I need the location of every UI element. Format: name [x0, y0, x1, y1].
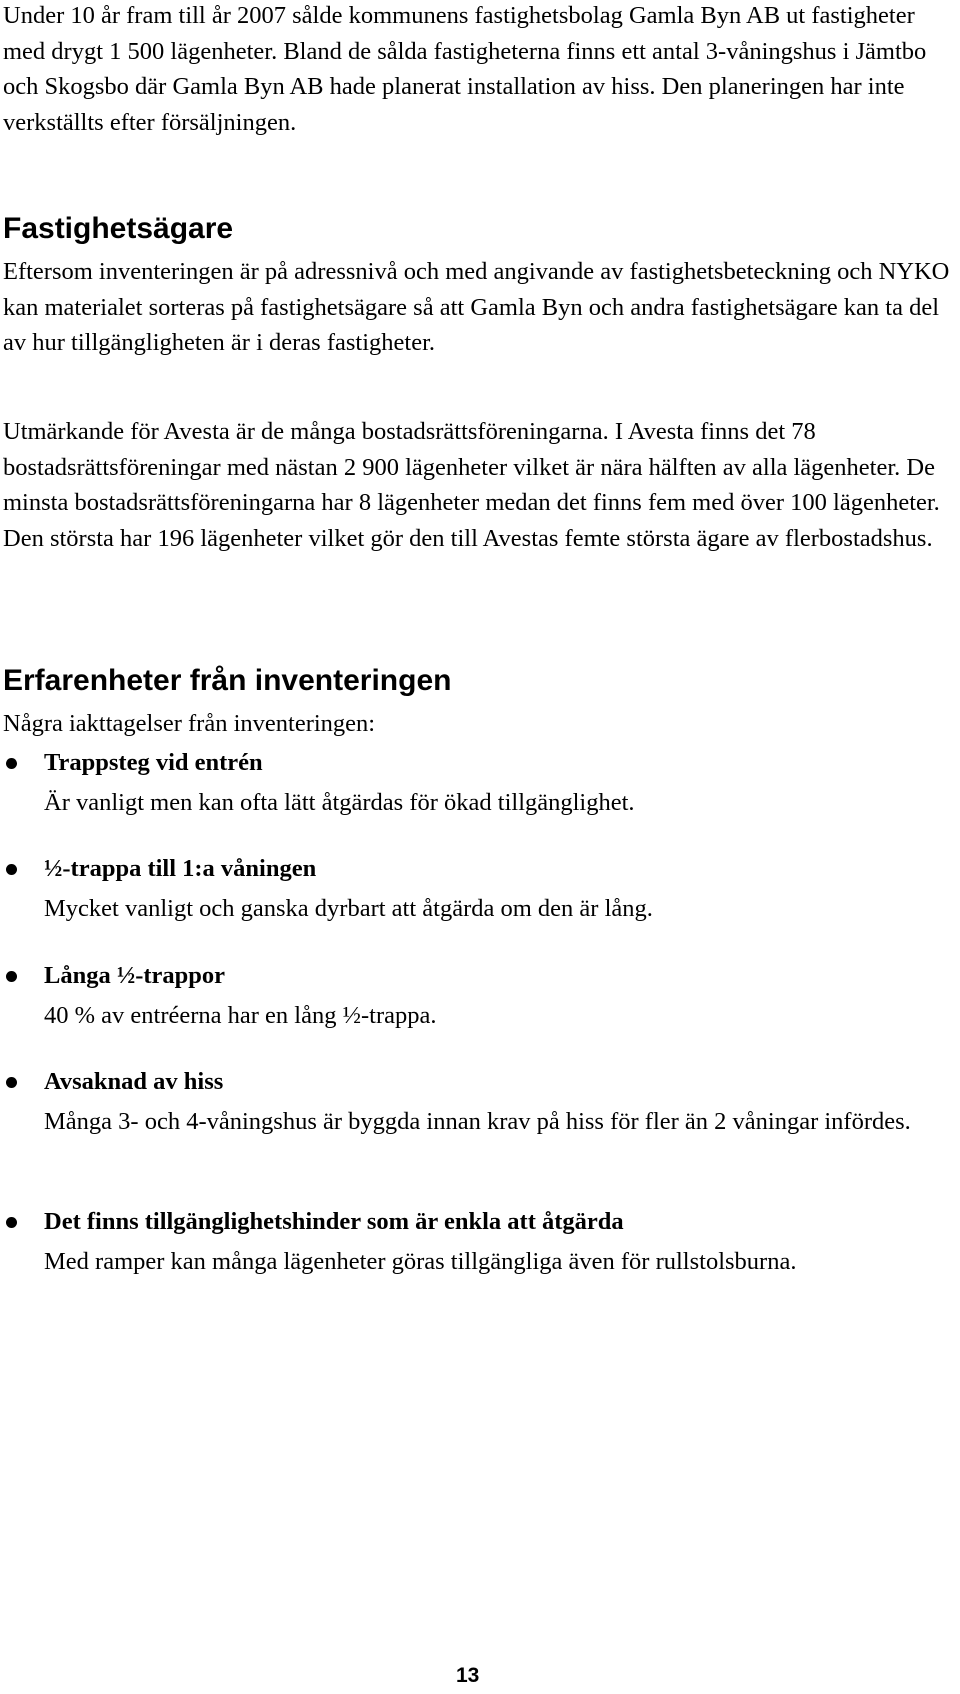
list-item-text: 40 % av entréerna har en lång ½-trappa.	[44, 1002, 437, 1029]
list-item-text: Många 3- och 4-våningshus är byggda innan krav på hiss för fler än 2 våningar infördes.	[44, 1108, 911, 1135]
list-item-title: Avsaknad av hiss	[44, 1068, 224, 1095]
list-item-text: Med ramper kan många lägenheter göras tillgängliga även för rullstolsburna.	[44, 1248, 797, 1275]
list-item-title: Långa ½-trappor	[44, 962, 226, 989]
bullet-icon	[6, 971, 17, 982]
list-item-text: Mycket vanligt och ganska dyrbart att åtgärda om den är lång.	[44, 895, 653, 922]
bullet-icon	[6, 1217, 17, 1228]
bullet-icon	[6, 758, 17, 769]
section-heading-erfarenheter: Erfarenheter från inventeringen	[3, 664, 452, 697]
fastighetsagare-paragraph-2: Utmärkande för Avesta är de många bostadsrättsföreningarna. I Avesta finns det 78 bostadsrättsföreningar med nästan 2 900 lägenheter vilket är nära hälften av alla lägenheter. De minsta bostadsrättsföreningarna har 8 lägenheter medan det finns fem med över 100 lägenheter. Den största har 196 lägenheter vilket gör den till Avestas femte största ägare av flerbostadshus.	[3, 418, 940, 552]
list-item-title: Det finns tillgänglighetshinder som är enkla att åtgärda	[44, 1208, 624, 1235]
erfarenheter-intro: Några iakttagelser från inventeringen:	[3, 710, 376, 737]
list-item-title: ½-trappa till 1:a våningen	[44, 855, 317, 882]
list-item-text: Är vanligt men kan ofta lätt åtgärdas för ökad tillgänglighet.	[44, 789, 635, 816]
bullet-icon	[6, 864, 17, 875]
bullet-icon	[6, 1077, 17, 1088]
page-number: 13	[456, 1664, 480, 1687]
fastighetsagare-paragraph-1: Eftersom inventeringen är på adressnivå och med angivande av fastighetsbeteckning och NYKO kan materialet sorteras på fastighetsägare så att Gamla Byn och andra fastighetsägare kan ta del av hur tillgängligheten är i deras fastigheter.	[3, 258, 950, 356]
section-heading-fastighetsagare: Fastighetsägare	[3, 212, 234, 245]
list-item-title: Trappsteg vid entrén	[44, 749, 263, 776]
intro-paragraph: Under 10 år fram till år 2007 sålde kommunens fastighetsbolag Gamla Byn AB ut fastigheter med drygt 1 500 lägenheter. Bland de sålda fastigheterna finns ett antal 3-våningshus i Jämtbo och Skogsbo där Gamla Byn AB hade planerat installation av hiss. Den planeringen har inte verkställts efter försäljningen.	[3, 2, 927, 136]
